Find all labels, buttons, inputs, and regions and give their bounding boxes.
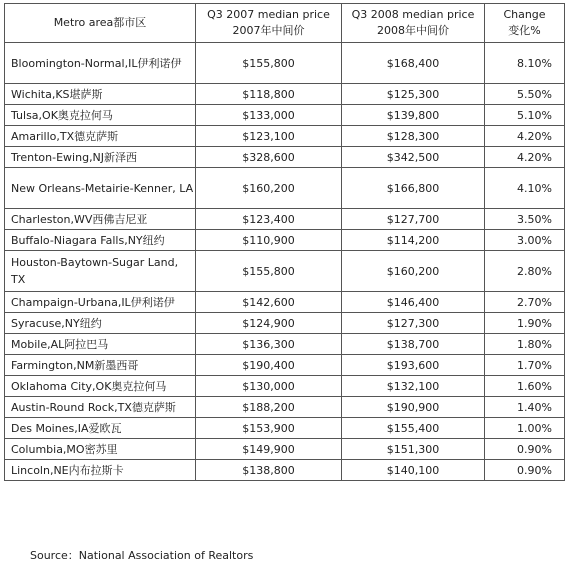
change-percent-cell: 3.00% (485, 230, 565, 251)
metro-area-cell: Charleston,WV西佛吉尼亚 (5, 209, 196, 230)
q3-2007-price-cell: $142,600 (196, 292, 342, 313)
q3-2008-price-cell: $139,800 (342, 105, 485, 126)
table-row (5, 147, 565, 168)
q3-2008-price-cell: $151,300 (342, 439, 485, 460)
header-q3-2008-line-2: 2008年中间价 (377, 24, 449, 37)
metro-area-cell: New Orleans-Metairie-Kenner, LA (5, 168, 196, 209)
header-q3-2007-line-2: 2007年中间价 (232, 24, 305, 37)
q3-2007-price-cell: $190,400 (196, 355, 342, 376)
table-row (5, 43, 565, 84)
header-change-line-2: 变化% (508, 24, 541, 37)
q3-2007-price-cell: $118,800 (196, 84, 342, 105)
q3-2008-price-cell: $127,700 (342, 209, 485, 230)
table-row (5, 334, 565, 355)
q3-2008-price-cell: $168,400 (342, 43, 485, 84)
change-percent-cell: 5.50% (485, 84, 565, 105)
table-row (5, 251, 565, 292)
q3-2007-price-cell: $153,900 (196, 418, 342, 439)
metro-area-cell: Mobile,AL阿拉巴马 (5, 334, 196, 355)
q3-2007-price-cell: $155,800 (196, 43, 342, 84)
change-percent-cell: 8.10% (485, 43, 565, 84)
q3-2007-price-cell: $328,600 (196, 147, 342, 168)
table-row (5, 313, 565, 334)
metro-area-cell: Trenton-Ewing,NJ新泽西 (5, 147, 196, 168)
metro-area-cell: Buffalo-Niagara Falls,NY纽约 (5, 230, 196, 251)
change-percent-cell: 1.60% (485, 376, 565, 397)
q3-2008-price-cell: $190,900 (342, 397, 485, 418)
metro-area-cell: Des Moines,IA爱欧瓦 (5, 418, 196, 439)
change-percent-cell: 0.90% (485, 439, 565, 460)
header-change-line-1: Change (503, 8, 546, 21)
metro-area-cell: Bloomington-Normal,IL伊利诺伊 (5, 43, 196, 84)
header-row (5, 4, 565, 43)
table-row (5, 376, 565, 397)
q3-2007-price-cell: $123,400 (196, 209, 342, 230)
metro-area-cell: Austin-Round Rock,TX德克萨斯 (5, 397, 196, 418)
metro-area-cell: Houston-Baytown-Sugar Land, TX (5, 251, 196, 292)
metro-area-cell: Syracuse,NY纽约 (5, 313, 196, 334)
q3-2007-price-cell: $155,800 (196, 251, 342, 292)
change-percent-cell: 1.40% (485, 397, 565, 418)
table-row (5, 209, 565, 230)
change-percent-cell: 1.90% (485, 313, 565, 334)
table-row (5, 105, 565, 126)
q3-2008-price-cell: $132,100 (342, 376, 485, 397)
q3-2008-price-cell: $193,600 (342, 355, 485, 376)
change-percent-cell: 4.20% (485, 147, 565, 168)
metro-area-cell: Farmington,NM新墨西哥 (5, 355, 196, 376)
change-percent-cell: 0.90% (485, 460, 565, 481)
q3-2007-price-cell: $130,000 (196, 376, 342, 397)
table-row (5, 292, 565, 313)
change-percent-cell: 2.80% (485, 251, 565, 292)
change-percent-cell: 3.50% (485, 209, 565, 230)
q3-2008-price-cell: $342,500 (342, 147, 485, 168)
q3-2007-price-cell: $160,200 (196, 168, 342, 209)
header-q3-2007 (196, 4, 342, 43)
price-table (4, 3, 565, 481)
q3-2007-price-cell: $133,000 (196, 105, 342, 126)
q3-2008-price-cell: $160,200 (342, 251, 485, 292)
q3-2008-price-cell: $127,300 (342, 313, 485, 334)
metro-area-cell: Tulsa,OK奥克拉何马 (5, 105, 196, 126)
q3-2008-price-cell: $128,300 (342, 126, 485, 147)
q3-2008-price-cell: $166,800 (342, 168, 485, 209)
table-row (5, 84, 565, 105)
table-row (5, 439, 565, 460)
q3-2008-price-cell: $146,400 (342, 292, 485, 313)
header-q3-2008-line-1: Q3 2008 median price (351, 8, 475, 21)
q3-2007-price-cell: $149,900 (196, 439, 342, 460)
table-row (5, 126, 565, 147)
header-metro-area-line: Metro area都市区 (53, 16, 147, 29)
q3-2007-price-cell: $124,900 (196, 313, 342, 334)
q3-2007-price-cell: $110,900 (196, 230, 342, 251)
metro-area-cell: Columbia,MO密苏里 (5, 439, 196, 460)
change-percent-cell: 5.10% (485, 105, 565, 126)
table-row (5, 418, 565, 439)
q3-2008-price-cell: $114,200 (342, 230, 485, 251)
change-percent-cell: 4.10% (485, 168, 565, 209)
q3-2007-price-cell: $123,100 (196, 126, 342, 147)
header-q3-2007-line-1: Q3 2007 median price (207, 8, 330, 21)
change-percent-cell: 1.70% (485, 355, 565, 376)
q3-2008-price-cell: $138,700 (342, 334, 485, 355)
source-note: Source：National Association of Realtors (30, 549, 254, 562)
header-q3-2008 (342, 4, 485, 43)
header-change (485, 4, 565, 43)
metro-area-cell: Wichita,KS堪萨斯 (5, 84, 196, 105)
table-row (5, 460, 565, 481)
table-row (5, 230, 565, 251)
metro-area-cell: Champaign-Urbana,IL伊利诺伊 (5, 292, 196, 313)
metro-area-cell: Lincoln,NE内布拉斯卡 (5, 460, 196, 481)
metro-area-cell: Amarillo,TX德克萨斯 (5, 126, 196, 147)
change-percent-cell: 2.70% (485, 292, 565, 313)
metro-area-cell: Oklahoma City,OK奥克拉何马 (5, 376, 196, 397)
change-percent-cell: 1.00% (485, 418, 565, 439)
table-row (5, 168, 565, 209)
q3-2008-price-cell: $125,300 (342, 84, 485, 105)
q3-2008-price-cell: $155,400 (342, 418, 485, 439)
header-metro-area (5, 4, 196, 43)
table-row (5, 397, 565, 418)
q3-2008-price-cell: $140,100 (342, 460, 485, 481)
q3-2007-price-cell: $136,300 (196, 334, 342, 355)
q3-2007-price-cell: $138,800 (196, 460, 342, 481)
q3-2007-price-cell: $188,200 (196, 397, 342, 418)
change-percent-cell: 4.20% (485, 126, 565, 147)
change-percent-cell: 1.80% (485, 334, 565, 355)
table-row (5, 355, 565, 376)
